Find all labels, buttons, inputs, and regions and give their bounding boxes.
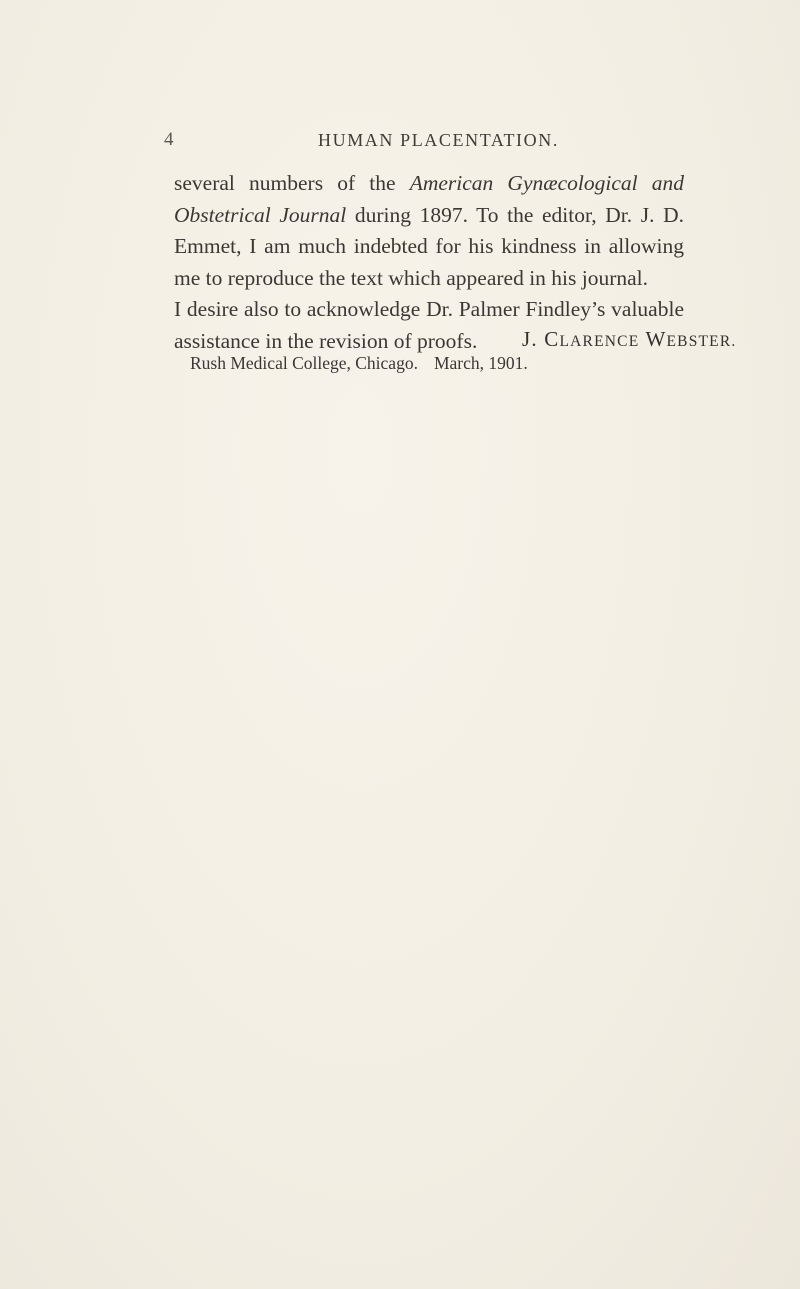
signature-first-letter: C	[544, 327, 560, 351]
paragraph-acknowledgement-journal	[174, 168, 684, 294]
place-and-date	[190, 353, 690, 374]
author-signature	[522, 327, 736, 352]
paragraph-text: several numbers of the	[174, 171, 410, 195]
paragraph-text: during 1897. To the editor, Dr. J. D. Emmet, I am much indebted for his kindness in allowing me to reproduce the text which appeared in his journal.	[174, 202, 685, 290]
page-number: 4	[164, 129, 174, 150]
signature-initial: J.	[522, 327, 538, 351]
paragraph-acknowledgement-findley: I desire also to acknowledge Dr. Palmer Findley’s valuable assistance in the revision of proofs.	[174, 297, 684, 353]
signature-first-rest: LARENCE	[559, 333, 640, 350]
journal-title: American Gynæcological and Obstetrical Journal	[174, 171, 684, 227]
signature-last-rest: EBSTER.	[666, 333, 737, 350]
page-header	[0, 129, 800, 157]
date: March, 1901.	[433, 353, 528, 373]
running-head: HUMAN PLACENTATION.	[318, 130, 559, 150]
place: Rush Medical College, Chicago.	[190, 353, 418, 373]
signature-last-letter: W	[645, 327, 667, 351]
